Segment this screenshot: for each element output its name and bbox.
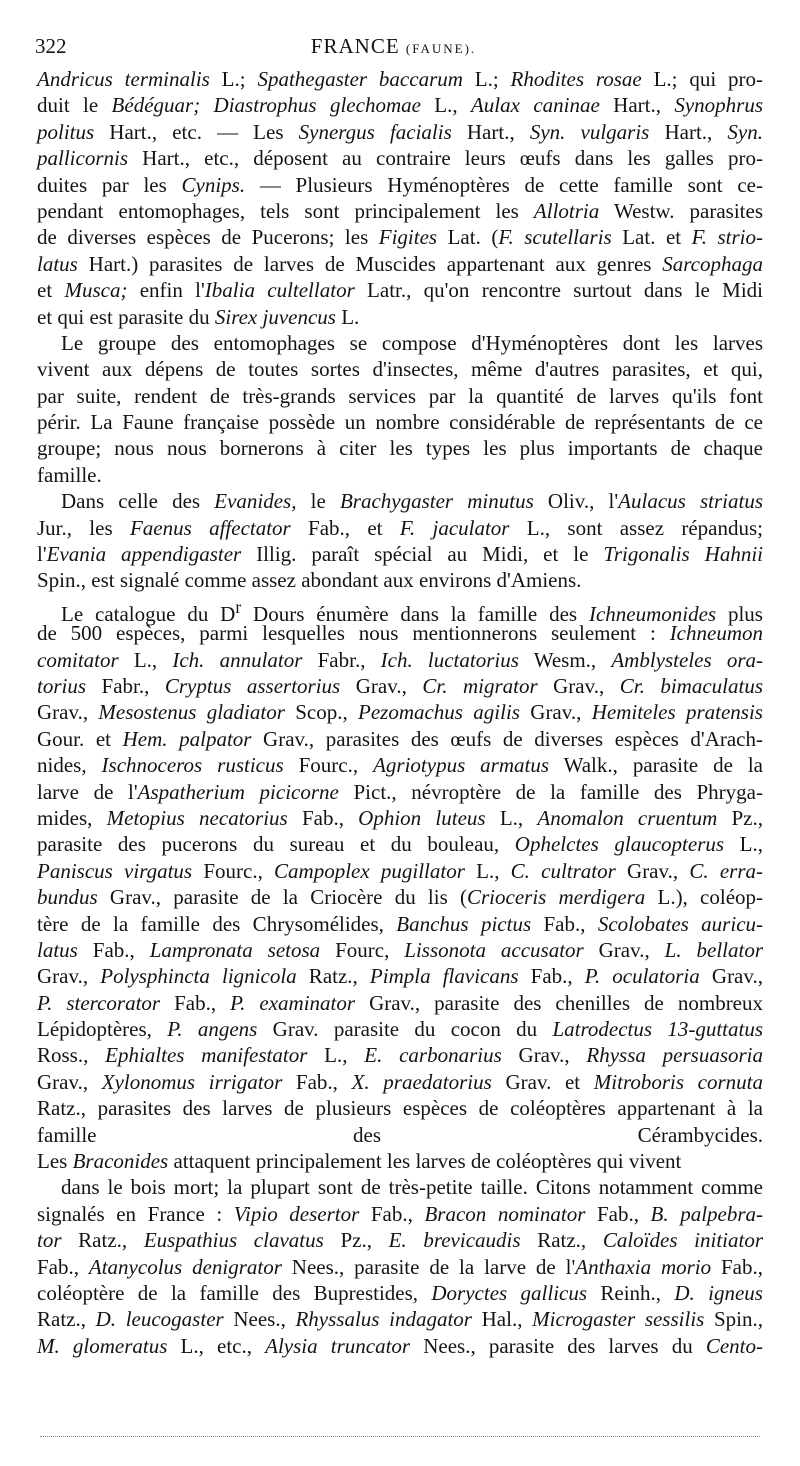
text-line: pendant entomophages, tels sont principalement les Allotria Westw. parasites xyxy=(37,198,763,223)
text-line: latus Fab., Lampronata setosa Fourc, Lissonota accusator Grav., L. bellator xyxy=(37,937,763,962)
text-line: signalés en France : Vipio desertor Fab., Bracon nominator Fab., B. palpebra- xyxy=(37,1201,764,1226)
text-line: Lépidoptères, P. angens Grav. parasite du cocon du Latrodectus 13-guttatus xyxy=(37,1017,763,1042)
text-line: comitator L., Ich. annulator Fabr., Ich. luctatorius Wesm., Amblysteles ora- xyxy=(37,647,764,672)
text-line: bundus Grav., parasite de la Criocère du lis (Crioceris merdigera L.), coléop- xyxy=(37,885,764,910)
text-line: Ross., Ephialtes manifestator L., E. carbonarius Grav., Rhyssa persuasoria xyxy=(37,1043,764,1068)
text-line: duites par les Cynips. — Plusieurs Hyménoptères de cette famille sont ce- xyxy=(37,172,763,197)
text-line: Fab., Atanycolus denigrator Nees., parasite de la larve de l'Anthaxia morio Fab., xyxy=(37,1254,764,1279)
text-line: dans le bois mort; la plupart sont de très-petite taille. Citons notamment comme xyxy=(61,1175,763,1200)
text-line: coléoptère de la famille des Buprestides, Doryctes gallicus Reinh., D. igneus xyxy=(37,1280,763,1305)
text-line: Jur., les Faenus affectator Fab., et F. jaculator L., sont assez répandus; xyxy=(37,515,763,540)
text-line: de 500 espèces, parmi lesquelles nous mentionnerons seulement : Ichneumon xyxy=(37,621,763,646)
page-header xyxy=(35,32,752,60)
running-head-subtitle: (FAUNE). xyxy=(405,41,477,56)
text-line: Dans celle des Evanides, le Brachygaster minutus Oliv., l'Aulacus striatus xyxy=(61,489,764,514)
text-line: Ratz., parasites des larves de plusieurs espèces de coléoptères appartenant à la xyxy=(37,1096,763,1121)
text-line: Ratz., D. leucogaster Nees., Rhyssalus indagator Hal., Microgaster sessilis Spin., xyxy=(37,1307,764,1332)
text-line: famille des Cérambycides. xyxy=(37,1122,763,1147)
body-text xyxy=(37,66,763,1359)
text-line: Le catalogue du $D^r$ Dours énumère dans la famille des Ichneumonides plus xyxy=(61,596,763,626)
text-line: Paniscus virgatus Fourc., Campoplex pugillator L., C. cultrator Grav., C. erra- xyxy=(37,858,763,883)
text-line: Grav., Xylonomus irrigator Fab., X. praedatorius Grav. et Mitroboris cornuta xyxy=(37,1069,764,1094)
text-line: torius Fabr., Cryptus assertorius Grav., Cr. migrator Grav., Cr. bimaculatus xyxy=(37,673,764,698)
text-line: parasite des pucerons du sureau et du bouleau, Ophelctes glaucopterus L., xyxy=(37,832,763,857)
text-line: famille. xyxy=(37,462,102,487)
text-line: vivent aux dépens de toutes sortes d'insectes, même d'autres parasites, et qui, xyxy=(37,357,763,382)
text-line: nides, Ischnoceros rusticus Fourc., Agriotypus armatus Walk., parasite de la xyxy=(37,753,763,778)
text-line: de diverses espèces de Pucerons; les Figites Lat. (F. scutellaris Lat. et F. strio- xyxy=(37,225,763,250)
text-line: tor Ratz., Euspathius clavatus Pz., E. brevicaudis Ratz., Caloïdes initiator xyxy=(37,1228,764,1253)
text-line: tère de la famille des Chrysomélides, Banchus pictus Fab., Scolobates auricu- xyxy=(37,911,764,936)
text-line: larve de l'Aspatherium picicorne Pict., névroptère de la famille des Phryga- xyxy=(37,779,763,804)
text-line: P. stercorator Fab., P. examinator Grav., parasite des chenilles de nombreux xyxy=(37,990,764,1015)
text-line: Les Braconides attaquent principalement les larves de coléoptères qui vivent xyxy=(37,1149,682,1174)
running-head xyxy=(35,32,752,63)
running-head-title: FRANCE xyxy=(310,34,400,58)
text-line: latus Hart.) parasites de larves de Muscides appartenant aux genres Sarcophaga xyxy=(37,251,763,276)
text-line: duit le Bédéguar; Diastrophus glechomae L., Aulax caninae Hart., Synophrus xyxy=(37,93,764,118)
text-line: Grav., Polysphincta lignicola Ratz., Pimpla flavicans Fab., P. oculatoria Grav., xyxy=(37,964,764,989)
text-line: Andricus terminalis L.; Spathegaster baccarum L.; Rhodites rosae L.; qui pro- xyxy=(37,67,763,91)
text-line: M. glomeratus L., etc., Alysia truncator Nees., parasite des larves du Cento- xyxy=(37,1333,763,1358)
text-line: Grav., Mesostenus gladiator Scop., Pezomachus agilis Grav., Hemiteles pratensis xyxy=(37,700,763,725)
text-line: et qui est parasite du Sirex juvencus L. xyxy=(37,304,360,329)
text-line: et Musca; enfin l'Ibalia cultellator Latr., qu'on rencontre surtout dans le Midi xyxy=(37,278,763,303)
footer-rule xyxy=(40,1436,760,1437)
text-line: Le groupe des entomophages se compose d'Hyménoptères dont les larves xyxy=(61,330,763,355)
text-line: Gour. et Hem. palpator Grav., parasites des œufs de diverses espèces d'Arach- xyxy=(37,726,763,751)
page-number: 322 xyxy=(35,34,67,58)
text-line: pallicornis Hart., etc., déposent au contraire leurs œufs dans les galles pro- xyxy=(37,146,763,171)
text-line: par suite, rendent de très-grands services par la quantité de larves qu'ils font xyxy=(37,383,763,408)
text-line: périr. La Faune française possède un nombre considérable de représentants de ce xyxy=(37,410,763,435)
text-line: mides, Metopius necatorius Fab., Ophion luteus L., Anomalon cruentum Pz., xyxy=(37,805,763,830)
text-line: Spin., est signalé comme assez abondant aux environs d'Amiens. xyxy=(37,568,582,593)
text-line: politus Hart., etc. — Les Synergus facialis Hart., Syn. vulgaris Hart., Syn. xyxy=(37,119,763,144)
text-line: l'Evania appendigaster Illig. paraît spécial au Midi, et le Trigonalis Hahnii xyxy=(37,542,764,567)
text-line: groupe; nous nous bornerons à citer les types les plus importants de chaque xyxy=(37,436,763,461)
